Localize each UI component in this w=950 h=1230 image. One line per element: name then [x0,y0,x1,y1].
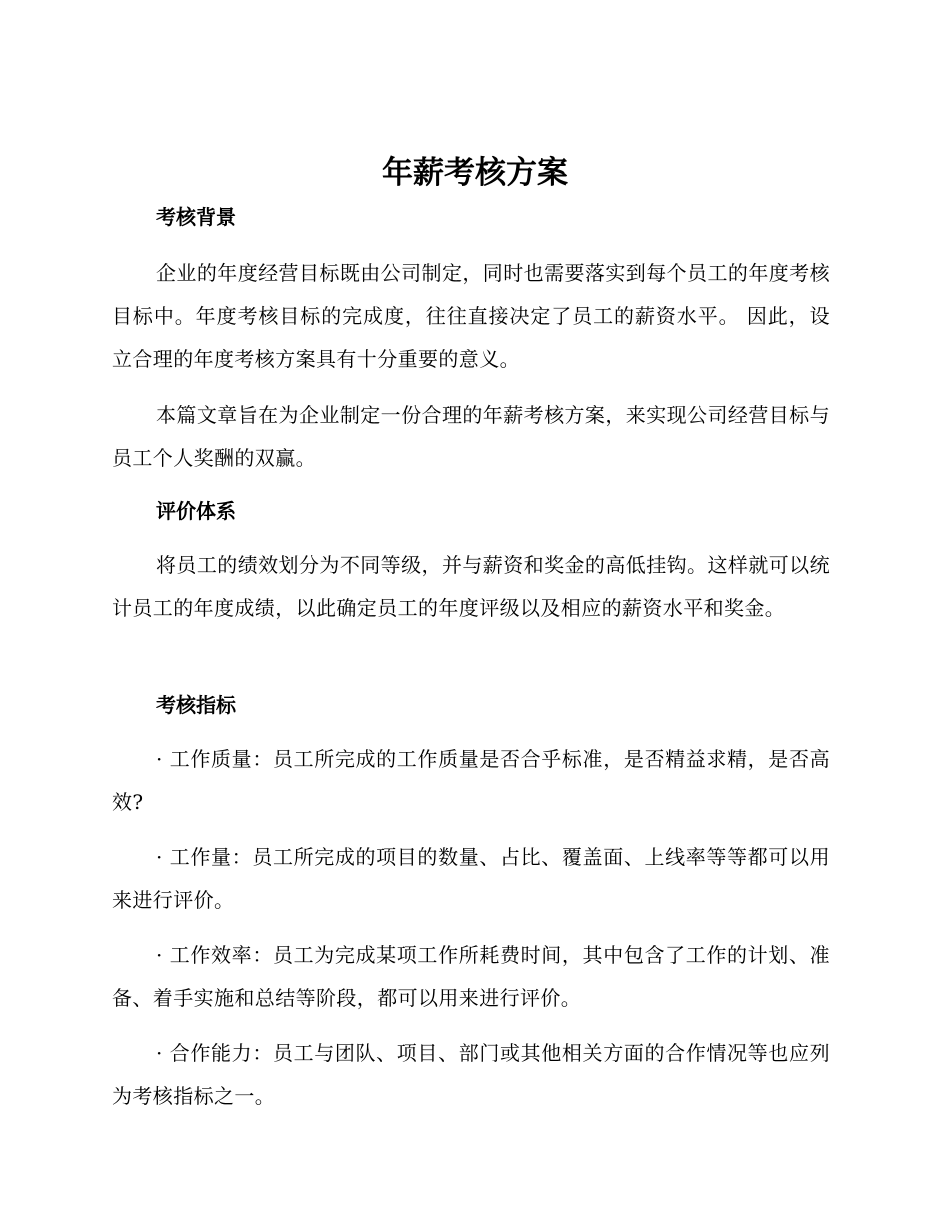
paragraph-background-2: 本篇文章旨在为企业制定一份合理的年薪考核方案，来实现公司经营目标与员工个人奖酬的双赢。 [112,403,830,470]
indicator-cooperation: · 合作能力：员工与团队、项目、部门或其他相关方面的合作情况等也应列为考核指标之一。 [112,1041,830,1108]
paragraph-evaluation-1: 将员工的绩效划分为不同等级，并与薪资和奖金的高低挂钩。这样就可以统计员工的年度成绩，以此确定员工的年度评级以及相应的薪资水平和奖金。 [112,553,830,620]
indicator-item [112,738,830,824]
document-title: 年薪考核方案 [382,155,568,191]
section-evaluation-body [112,544,830,630]
indicator-item [112,1032,830,1118]
indicator-work-quality: · 工作质量：员工所完成的工作质量是否合乎标准，是否精益求精，是否高效? [112,747,830,814]
section-heading-indicators: 考核指标 [156,693,236,717]
section-background [112,200,830,234]
indicator-item [112,836,830,922]
indicator-item [112,934,830,1020]
indicator-workload: · 工作量：员工所完成的项目的数量、占比、覆盖面、上线率等等都可以用来进行评价。 [112,845,830,912]
section-heading-evaluation: 评价体系 [156,499,236,523]
indicator-efficiency: · 工作效率：员工为完成某项工作所耗费时间，其中包含了工作的计划、准备、着手实施和总结等阶段，都可以用来进行评价。 [112,943,830,1010]
section-evaluation [112,494,830,528]
paragraph-background-1: 企业的年度经营目标既由公司制定，同时也需要落实到每个员工的年度考核目标中。年度考核目标的完成度，往往直接决定了员工的薪资水平。 因此，设立合理的年度考核方案具有十分重要的意义。 [112,261,830,371]
section-background-body [112,252,830,381]
section-heading-background: 考核背景 [156,205,236,229]
section-background-body-2 [112,394,830,480]
section-indicators [112,688,830,722]
